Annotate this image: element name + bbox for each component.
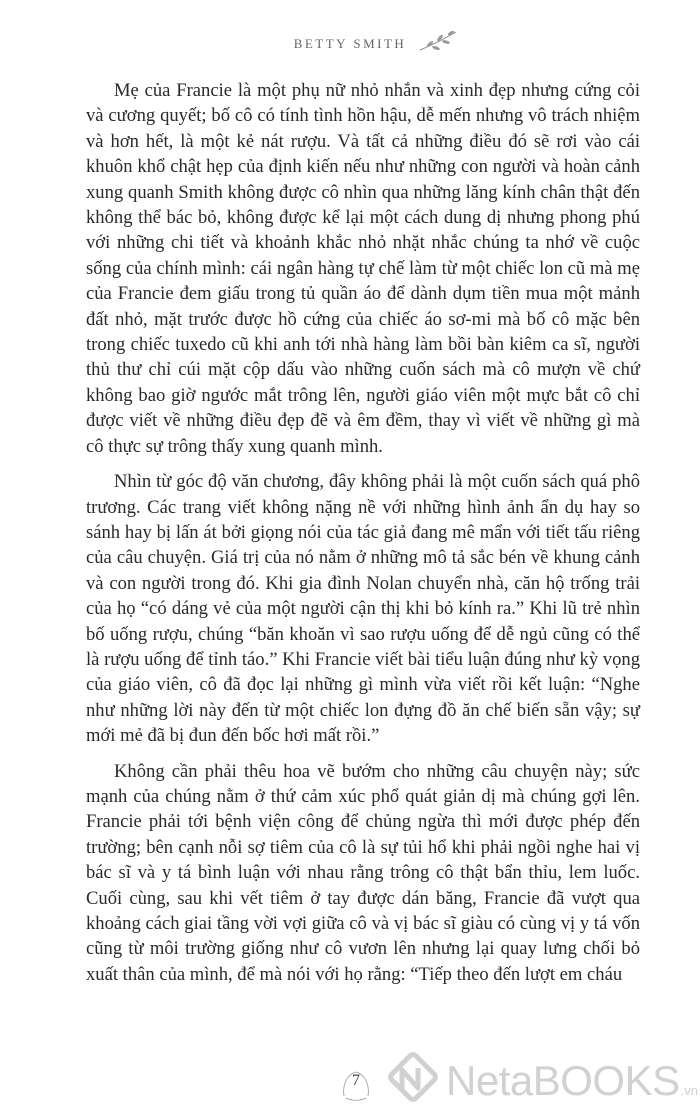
page-number-ornament	[336, 1066, 376, 1106]
author-name: BETTY SMITH	[293, 36, 407, 51]
paragraph-3: Không cần phải thêu hoa vẽ bướm cho những câu chuyện này; sức mạnh của chúng nằm ở thứ cảm xúc phổ quát giản dị mà chúng gợi lên. Francie phải tới bệnh viện công để chủng ngừa thì mới được phép đến trường; bên cạnh nỗi sợ tiêm của cô là sự tủi hổ khi phải ngồi nghe hai vị bác sĩ và y tá bình luận với nhau rằng trông cô thật bẩn thỉu, lem luốc. Cuối cùng, sau khi vết tiêm ở tay được dán băng, Francie đã vượt qua khoảng cách giai tầng vời vợi giữa cô và vị bác sĩ giàu có cùng vị y tá vốn cũng từ môi trường giống như cô vươn lên nhưng lại quay lưng chối bỏ xuất thân của mình, để mà nói với họ rằng: “Tiếp theo đến lượt em cháu	[86, 760, 640, 985]
page-number: 7	[352, 1072, 360, 1089]
leaf-branch-icon	[418, 28, 458, 56]
netabooks-logo-icon	[380, 1050, 442, 1112]
watermark	[380, 1046, 700, 1116]
paragraph-2: Nhìn từ góc độ văn chương, đây không phải là một cuốn sách quá phô trương. Các trang viết không nặng nề với những hình ảnh ẩn dụ hay so sánh hay bị lấn át bởi giọng nói của tác giả đang mê mẩn với tiết tấu riêng của câu chuyện. Giá trị của nó nằm ở những mô tả sắc bén về khung cảnh và con người trong đó. Khi gia đình Nolan chuyển nhà, căn hộ trống trải của họ “có dáng vẻ của một người cận thị khi bỏ kính ra.” Khi lũ trẻ nhìn bố uống rượu, chúng “băn khoăn vì sao rượu uống để dễ ngủ cũng có thể là rượu uống để tỉnh táo.” Khi Francie viết bài tiểu luận đúng như kỳ vọng của giáo viên, cô đã đọc lại những gì mình vừa viết rồi kết luận: “Nghe như những lời này đến từ một chiếc lon đựng đồ ăn chế biến sẵn vậy; sự mới mẻ đã bị đun đến bốc hơi mất rồi.”	[86, 471, 640, 747]
body-text	[86, 78, 640, 997]
watermark-brand: NetaBOOKS	[446, 1057, 680, 1104]
watermark-suffix: .vn	[680, 1083, 698, 1098]
paragraph-1: Mẹ của Francie là một phụ nữ nhỏ nhắn và xinh đẹp nhưng cứng cỏi và cương quyết; bố cô có tính tình hồn hậu, dễ mến nhưng vô trách nhiệm và hơn hết, là một kẻ nát rượu. Và tất cả những điều đó sẽ rơi vào cái khuôn khổ chật hẹp của định kiến nếu như những con người và hoàn cảnh xung quanh Smith không được cô nhìn qua những lăng kính chân thật đến không thể bác bỏ, không được kể lại một cách dung dị nhưng phong phú với những chi tiết và khoảnh khắc nhỏ nhặt nhắc chúng ta nhớ về cuộc sống của chính mình: cái ngân hàng tự chế làm từ một chiếc lon cũ mà mẹ của Francie đem giấu trong tủ quần áo để dành dụm tiền mua một mảnh đất nhỏ, mặt trước được hồ cứng của chiếc áo sơ-mi mà bố cô mặc bên trong chiếc tuxedo cũ khi anh tới nhà hàng làm bồi bàn kiêm ca sĩ, người thủ thư chỉ cúi mặt cộp dấu vào những cuốn sách mà cô mượn về chứ không bao giờ ngước mắt trông lên, người giáo viên một mực bắt cô chỉ được viết về những điều đẹp đẽ và êm đềm, thay vì viết về những gì mà cô thực sự trông thấy xung quanh mình.	[86, 80, 640, 457]
running-head	[0, 36, 700, 52]
